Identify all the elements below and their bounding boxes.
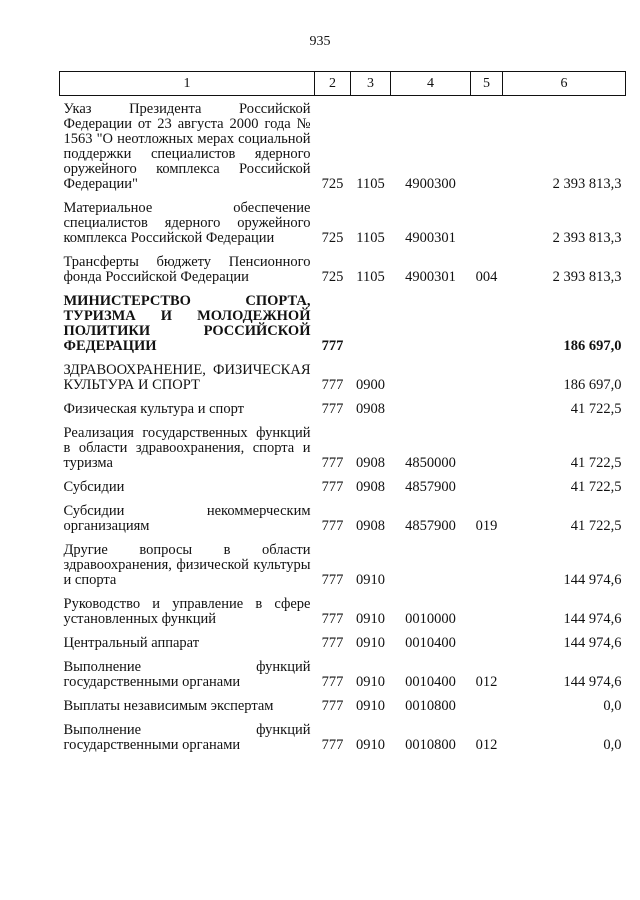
row-expense-type: 004: [475, 269, 498, 285]
row-ministry-code: 777: [321, 611, 344, 627]
column-header-1: 1: [60, 72, 315, 96]
row-name: Другие вопросы в области здравоохранения, физической культуры и спорта: [63, 542, 311, 588]
row-ministry-code: 777: [321, 737, 344, 753]
row-ministry-code: 777: [321, 338, 344, 354]
row-name: Выполнение функций государственными органами: [63, 722, 311, 753]
row-target-code: 4900301: [405, 230, 456, 246]
table-row: [60, 697, 626, 721]
row-name: Руководство и управление в сфере установленных функций: [63, 596, 311, 627]
row-name: Выплаты независимым экспертам: [63, 698, 274, 714]
row-target-code: 0010000: [405, 611, 456, 627]
row-expense-type: [471, 595, 503, 634]
row-amount: 2 393 813,3: [552, 269, 622, 285]
row-expense-type: [471, 478, 503, 502]
column-header-3: 3: [351, 72, 391, 96]
row-target-code: [391, 361, 471, 400]
row-amount: 186 697,0: [563, 377, 622, 393]
row-name: Субсидии некоммерческим организациям: [63, 503, 311, 534]
row-expense-type: 012: [475, 737, 498, 753]
table-row: [60, 96, 626, 200]
table-header: [60, 72, 626, 96]
row-section-code: 0900: [356, 377, 385, 393]
table-row: [60, 424, 626, 478]
row-ministry-code: 777: [321, 635, 344, 651]
row-section-code: [351, 292, 391, 361]
row-ministry-code: 777: [321, 377, 344, 393]
row-section-code: 0908: [356, 518, 385, 534]
row-target-code: 4857900: [405, 479, 456, 495]
row-name: Материальное обеспечение специалистов ядерного оружейного комплекса Российской Федерации: [63, 200, 311, 246]
row-expense-type: [471, 361, 503, 400]
row-amount: 2 393 813,3: [552, 176, 622, 192]
table-row: [60, 292, 626, 361]
row-expense-type: [471, 292, 503, 361]
row-name: Реализация государственных функций в области здравоохранения, спорта и туризма: [63, 425, 311, 471]
row-target-code: [391, 292, 471, 361]
table-row: [60, 634, 626, 658]
row-ministry-code: 725: [321, 269, 344, 285]
table-row: [60, 400, 626, 424]
row-ministry-code: 725: [321, 176, 344, 192]
table-row: [60, 502, 626, 541]
table-row: [60, 253, 626, 292]
table-row: [60, 595, 626, 634]
row-expense-type: [471, 424, 503, 478]
row-amount: 186 697,0: [563, 338, 622, 354]
row-amount: 144 974,6: [563, 572, 622, 588]
row-amount: 0,0: [603, 698, 622, 714]
row-amount: 41 722,5: [570, 479, 622, 495]
row-section-code: 0910: [356, 611, 385, 627]
row-target-code: 0010800: [405, 698, 456, 714]
column-header-6: 6: [503, 72, 626, 96]
column-header-2: 2: [315, 72, 351, 96]
table-row: [60, 478, 626, 502]
row-expense-type: [471, 541, 503, 595]
row-target-code: 4857900: [405, 518, 456, 534]
row-name: Выполнение функций государственными органами: [63, 659, 311, 690]
row-section-code: 0910: [356, 698, 385, 714]
row-amount: 144 974,6: [563, 635, 622, 651]
row-name: МИНИСТЕРСТВО СПОРТА, ТУРИЗМА И МОЛОДЕЖНОЙ ПОЛИТИКИ РОССИЙСКОЙ ФЕДЕРАЦИИ: [63, 293, 311, 354]
table-row: [60, 541, 626, 595]
row-section-code: 1105: [356, 230, 385, 246]
row-section-code: 0910: [356, 572, 385, 588]
row-ministry-code: 777: [321, 572, 344, 588]
row-amount: 2 393 813,3: [552, 230, 622, 246]
row-expense-type: [471, 400, 503, 424]
header-row: [60, 72, 626, 96]
table-row: [60, 199, 626, 253]
row-ministry-code: 777: [321, 455, 344, 471]
row-ministry-code: 777: [321, 401, 344, 417]
row-amount: 144 974,6: [563, 674, 622, 690]
row-name: Физическая культура и спорт: [63, 401, 244, 417]
table-row: [60, 721, 626, 760]
row-target-code: 4900301: [405, 269, 456, 285]
row-target-code: 0010400: [405, 635, 456, 651]
row-section-code: 1105: [356, 269, 385, 285]
row-section-code: 0908: [356, 479, 385, 495]
row-section-code: 0910: [356, 635, 385, 651]
row-name: Указ Президента Российской Федерации от 23 августа 2000 года № 1563 "О неотложных мерах социальной поддержки специалистов ядерного оружейного комплекса Российской Федерации": [63, 101, 311, 192]
row-section-code: 0908: [356, 401, 385, 417]
row-ministry-code: 725: [321, 230, 344, 246]
row-section-code: 1105: [356, 176, 385, 192]
row-amount: 144 974,6: [563, 611, 622, 627]
row-expense-type: [471, 96, 503, 200]
row-expense-type: [471, 199, 503, 253]
row-amount: 0,0: [603, 737, 622, 753]
row-amount: 41 722,5: [570, 518, 622, 534]
row-name: Центральный аппарат: [63, 635, 200, 651]
row-ministry-code: 777: [321, 518, 344, 534]
row-section-code: 0910: [356, 674, 385, 690]
row-name: Субсидии: [63, 479, 125, 495]
table-body: [60, 96, 626, 761]
column-header-4: 4: [391, 72, 471, 96]
row-name: ЗДРАВООХРАНЕНИЕ, ФИЗИЧЕСКАЯ КУЛЬТУРА И СПОРТ: [63, 362, 311, 393]
row-section-code: 0910: [356, 737, 385, 753]
row-target-code: 4850000: [405, 455, 456, 471]
table-row: [60, 658, 626, 697]
row-expense-type: 012: [475, 674, 498, 690]
column-header-5: 5: [471, 72, 503, 96]
row-target-code: 0010400: [405, 674, 456, 690]
row-amount: 41 722,5: [570, 455, 622, 471]
page-number: 935: [309, 34, 331, 49]
row-target-code: 0010800: [405, 737, 456, 753]
table-row: [60, 361, 626, 400]
row-target-code: [391, 541, 471, 595]
row-expense-type: 019: [475, 518, 498, 534]
row-ministry-code: 777: [321, 479, 344, 495]
row-expense-type: [471, 697, 503, 721]
budget-table: [59, 71, 626, 760]
row-amount: 41 722,5: [570, 401, 622, 417]
row-target-code: [391, 400, 471, 424]
row-ministry-code: 777: [321, 698, 344, 714]
row-ministry-code: 777: [321, 674, 344, 690]
row-expense-type: [471, 634, 503, 658]
row-name: Трансферты бюджету Пенсионного фонда Российской Федерации: [63, 254, 311, 285]
row-section-code: 0908: [356, 455, 385, 471]
row-target-code: 4900300: [405, 176, 456, 192]
